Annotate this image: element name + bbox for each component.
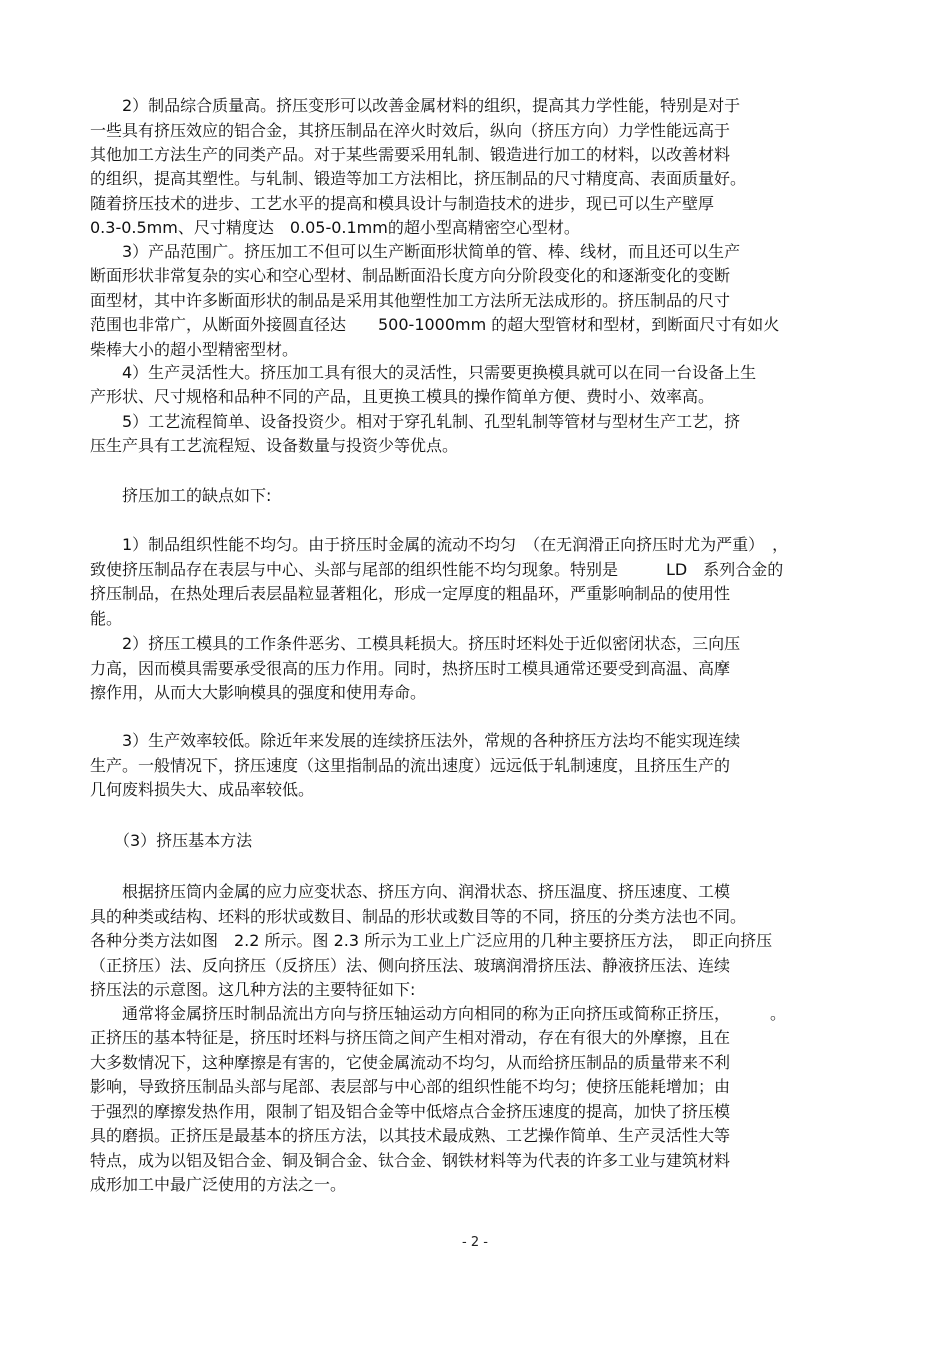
text-line: 致使挤压制品存在表层与中心、头部与尾部的组织性能不均匀现象。特别是 LD 系列合金的 bbox=[90, 560, 784, 579]
text-line: 各种分类方法如图 2.2 所示。图 2.3 所示为工业上广泛应用的几种主要挤压方法， 即正向挤压 bbox=[90, 931, 773, 950]
text-line: 其他加工方法生产的同类产品。对于某些需要采用轧制、锻造进行加工的材料，以改善材料 bbox=[90, 145, 731, 164]
text-line: 力高，因而模具需要承受很高的压力作用。同时，热挤压时工模具通常还要受到高温、高摩 bbox=[90, 659, 731, 678]
text-line: （3）挤压基本方法 bbox=[90, 831, 253, 850]
text-line: 特点，成为以铝及铝合金、铜及铜合金、钛合金、钢铁材料等为代表的许多工业与建筑材料 bbox=[90, 1151, 731, 1170]
text-line: 通常将金属挤压时制品流出方向与挤压轴运动方向相同的称为正向挤压或简称正挤压， 。 bbox=[90, 1004, 787, 1023]
text-line: 2）制品综合质量高。挤压变形可以改善金属材料的组织，提高其力学性能，特别是对于 bbox=[90, 96, 741, 115]
text-line: 范围也非常广，从断面外接圆直径达 500-1000mm 的超大型管材和型材，到断面尺寸有如火 bbox=[90, 315, 780, 334]
text-line: 4）生产灵活性大。挤压加工具有很大的灵活性，只需要更换模具就可以在同一台设备上生 bbox=[90, 363, 757, 382]
text-line: （正挤压）法、反向挤压（反挤压）法、侧向挤压法、玻璃润滑挤压法、静液挤压法、连续 bbox=[90, 956, 731, 975]
text-line: 3）产品范围广。挤压加工不但可以生产断面形状简单的管、棒、线材，而且还可以生产 bbox=[90, 242, 741, 261]
text-line: 挤压制品，在热处理后表层晶粒显著粗化，形成一定厚度的粗晶环，严重影响制品的使用性 bbox=[90, 584, 731, 603]
text-line: 挤压加工的缺点如下: bbox=[90, 486, 272, 505]
text-line: 1）制品组织性能不均匀。由于挤压时金属的流动不均匀 （在无润滑正向挤压时尤为严重） ， bbox=[90, 535, 789, 554]
text-line: 具的磨损。正挤压是最基本的挤压方法，以其技术最成熟、工艺操作简单、生产灵活性大等 bbox=[90, 1126, 731, 1145]
text-line: 大多数情况下，这种摩擦是有害的，它使金属流动不均匀，从而给挤压制品的质量带来不利 bbox=[90, 1053, 731, 1072]
text-line: 0.3-0.5mm、尺寸精度达 0.05-0.1mm的超小型高精密空心型材。 bbox=[90, 218, 580, 237]
page-number: - 2 - bbox=[462, 1235, 488, 1250]
text-line: 的组织，提高其塑性。与轧制、锻造等加工方法相比，挤压制品的尺寸精度高、表面质量好。 bbox=[90, 169, 747, 188]
text-line: 几何废料损失大、成品率较低。 bbox=[90, 780, 315, 799]
text-line: 能。 bbox=[90, 609, 123, 628]
text-line: 一些具有挤压效应的铝合金，其挤压制品在淬火时效后，纵向（挤压方向）力学性能远高于 bbox=[90, 121, 731, 140]
text-line: 面型材，其中许多断面形状的制品是采用其他塑性加工方法所无法成形的。挤压制品的尺寸 bbox=[90, 291, 731, 310]
text-line: 根据挤压筒内金属的应力应变状态、挤压方向、润滑状态、挤压温度、挤压速度、工模 bbox=[90, 882, 731, 901]
text-line: 3）生产效率较低。除近年来发展的连续挤压法外，常规的各种挤压方法均不能实现连续 bbox=[90, 731, 741, 750]
text-line: 随着挤压技术的进步、工艺水平的提高和模具设计与制造技术的进步，现已可以生产壁厚 bbox=[90, 194, 715, 213]
text-line: 生产。一般情况下，挤压速度（这里指制品的流出速度）远远低于轧制速度，且挤压生产的 bbox=[90, 756, 731, 775]
text-line: 于强烈的摩擦发热作用，限制了铝及铝合金等中低熔点合金挤压速度的提高，加快了挤压模 bbox=[90, 1102, 731, 1121]
text-line: 断面形状非常复杂的实心和空心型材、制品断面沿长度方向分阶段变化的和逐渐变化的变断 bbox=[90, 266, 731, 285]
text-line: 压生产具有工艺流程短、设备数量与投资少等优点。 bbox=[90, 436, 459, 455]
text-line: 具的种类或结构、坯料的形状或数目、制品的形状或数目等的不同，挤压的分类方法也不同。 bbox=[90, 907, 747, 926]
text-line: 挤压法的示意图。这几种方法的主要特征如下: bbox=[90, 980, 416, 999]
text-line: 成形加工中最广泛使用的方法之一。 bbox=[90, 1175, 347, 1194]
text-line: 产形状、尺寸规格和品种不同的产品，且更换工模具的操作简单方便、费时小、效率高。 bbox=[90, 387, 715, 406]
text-line: 5）工艺流程简单、设备投资少。相对于穿孔轧制、孔型轧制等管材与型材生产工艺，挤 bbox=[90, 412, 741, 431]
text-line: 影响，导致挤压制品头部与尾部、表层部与中心部的组织性能不均匀；使挤压能耗增加；由 bbox=[90, 1077, 731, 1096]
text-line: 2）挤压工模具的工作条件恶劣、工模具耗损大。挤压时坯料处于近似密闭状态，三向压 bbox=[90, 634, 741, 653]
text-line: 擦作用，从而大大影响模具的强度和使用寿命。 bbox=[90, 683, 427, 702]
text-line: 柴棒大小的超小型精密型材。 bbox=[90, 340, 299, 359]
text-line: 正挤压的基本特征是，挤压时坯料与挤压筒之间产生相对滑动，存在有很大的外摩擦，且在 bbox=[90, 1028, 731, 1047]
